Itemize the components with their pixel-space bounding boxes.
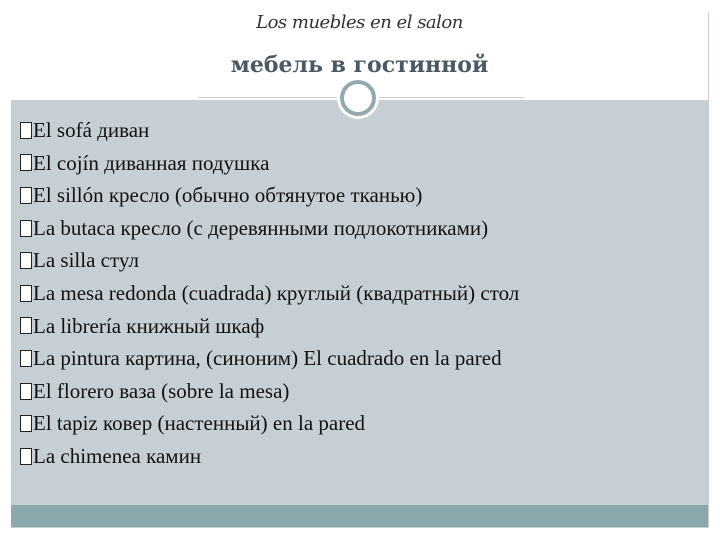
bullet-box-icon xyxy=(20,415,32,432)
slide-title: Los muebles en el salon xyxy=(256,12,463,33)
slide-subtitle: мебель в гостинной xyxy=(230,52,489,78)
bullet-box-icon xyxy=(20,383,32,400)
bullet-box-icon xyxy=(20,122,32,139)
list-item xyxy=(20,212,519,245)
list-item-text: La chimenea камин xyxy=(33,443,202,468)
list-item xyxy=(20,277,519,310)
list-item-text: El sofá диван xyxy=(33,118,150,142)
list-item-text: El sillón кресло (обычно обтянутое тканью) xyxy=(33,183,423,208)
list-item xyxy=(20,342,519,375)
bullet-box-icon xyxy=(20,154,32,171)
bullet-box-icon xyxy=(20,252,32,269)
list-item-text: La mesa redonda (cuadrada) круглый (квадратный) стол xyxy=(33,280,520,305)
list-item xyxy=(20,375,519,408)
bullet-box-icon xyxy=(20,317,32,334)
list-item xyxy=(20,310,519,343)
list-item xyxy=(20,147,519,180)
list-item-text: El florero ваза (sobre la mesa) xyxy=(33,378,290,403)
list-item xyxy=(20,407,519,440)
list-item-text: La pintura картина, (синоним) El cuadrado en la pared xyxy=(33,346,502,371)
list-item-text: El tapiz ковер (настенный) en la pared xyxy=(33,411,366,436)
list-item xyxy=(20,179,519,212)
bullet-box-icon xyxy=(20,448,32,465)
slide-footer-bar xyxy=(11,505,708,527)
list-item-text: La librería книжный шкаф xyxy=(33,313,265,338)
list-item-text: La silla стул xyxy=(33,248,139,273)
list-item-text: La butaca кресло (с деревянными подлокотниками) xyxy=(33,215,489,240)
list-item xyxy=(20,244,519,277)
list-item xyxy=(20,114,519,147)
circle-ornament-icon xyxy=(340,80,376,116)
bullet-box-icon xyxy=(20,285,32,302)
bullet-box-icon xyxy=(20,187,32,204)
list-item-text: El cojín диванная подушка xyxy=(33,150,270,175)
list-item xyxy=(20,440,519,473)
bullet-box-icon xyxy=(20,350,32,367)
vocabulary-list xyxy=(20,114,519,473)
bullet-box-icon xyxy=(20,220,32,237)
